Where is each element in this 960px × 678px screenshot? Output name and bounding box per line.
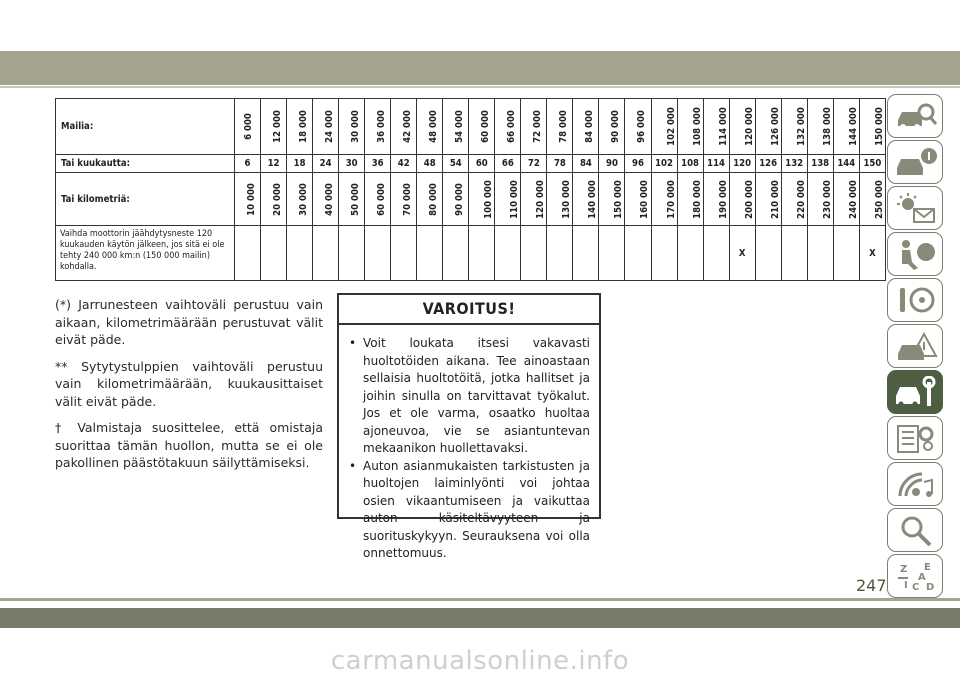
svg-text:C: C [912, 582, 920, 593]
multimedia-icon [894, 468, 938, 502]
miles-value: 78 000 [558, 110, 570, 143]
service-mark-cell [261, 226, 287, 281]
km-value: 120 000 [535, 179, 547, 219]
km-label: Tai kilometriä: [56, 173, 235, 226]
km-cell [339, 173, 365, 226]
miles-cell [781, 99, 807, 155]
miles-value: 42 000 [402, 110, 414, 143]
months-value: 144 [837, 158, 856, 169]
header-band [0, 51, 960, 85]
service-mark-cell: X [729, 226, 755, 281]
miles-cell [469, 99, 495, 155]
service-mark-cell [625, 226, 651, 281]
service-description: Vaihda moottorin jäähdytysneste 120 kuukauden käytön jälkeen, jos sitä ei ole tehty 240 000 km:n (150 000 mailin) kohdalla. [56, 226, 235, 281]
months-value: 96 [632, 158, 644, 169]
months-cell [469, 155, 495, 173]
service-mark-cell [391, 226, 417, 281]
miles-cell [833, 99, 859, 155]
miles-value: 120 000 [743, 107, 755, 146]
miles-value: 84 000 [584, 110, 596, 143]
months-value: 108 [681, 158, 699, 169]
km-value: 190 000 [717, 179, 729, 219]
miles-cell [287, 99, 313, 155]
km-value: 170 000 [665, 179, 677, 219]
specifications-icon [894, 422, 938, 456]
miles-value: 30 000 [349, 110, 361, 143]
months-cell [625, 155, 651, 173]
months-value: 12 [267, 158, 280, 169]
miles-value: 108 000 [691, 107, 703, 146]
footer-band [0, 608, 960, 628]
months-value: 60 [475, 158, 488, 169]
months-cell [677, 155, 703, 173]
miles-value: 102 000 [665, 107, 677, 146]
km-value: 50 000 [349, 182, 361, 216]
miles-cell [495, 99, 521, 155]
miles-label: Mailia: [56, 99, 235, 155]
svg-text:Z: Z [900, 564, 908, 575]
miles-value: 36 000 [376, 110, 388, 143]
miles-cell [339, 99, 365, 155]
car-breakdown-icon [894, 330, 938, 364]
miles-cell [391, 99, 417, 155]
km-value: 40 000 [323, 182, 335, 216]
km-value: 200 000 [743, 179, 755, 219]
tab-maintenance[interactable] [887, 370, 943, 414]
miles-cell [729, 99, 755, 155]
km-value: 210 000 [769, 179, 781, 219]
miles-value: 132 000 [795, 107, 807, 146]
tab-index[interactable] [887, 554, 943, 598]
months-cell [521, 155, 547, 173]
months-cell [235, 155, 261, 173]
miles-value: 96 000 [636, 110, 648, 143]
page-number: 247 [856, 576, 887, 595]
months-value: 150 [863, 158, 882, 169]
miles-cell [261, 99, 287, 155]
km-cell [313, 173, 339, 226]
months-cell [365, 155, 391, 173]
watermark: carmanualsonline.info [330, 646, 630, 676]
miles-cell [859, 99, 885, 155]
miles-value: 12 000 [271, 110, 283, 143]
header-line [0, 86, 960, 88]
miles-cell [365, 99, 391, 155]
miles-value: 66 000 [506, 110, 518, 143]
service-mark-cell [703, 226, 729, 281]
km-cell [235, 173, 261, 226]
months-value: 6 [244, 158, 251, 169]
miles-value: 90 000 [610, 110, 622, 143]
miles-cell [443, 99, 469, 155]
service-mark-cell [781, 226, 807, 281]
km-value: 20 000 [271, 182, 283, 216]
km-value: 150 000 [613, 179, 625, 219]
tab-specifications[interactable] [887, 416, 943, 460]
months-cell [417, 155, 443, 173]
months-cell [547, 155, 573, 173]
months-value: 102 [655, 158, 673, 169]
miles-row [56, 99, 886, 155]
km-cell [807, 173, 833, 226]
months-cell [313, 155, 339, 173]
tab-steering[interactable] [887, 278, 943, 322]
miles-value: 144 000 [847, 107, 859, 146]
months-cell [651, 155, 677, 173]
months-value: 84 [579, 158, 592, 169]
km-cell [651, 173, 677, 226]
footnote-optional-service: † Valmistaja suosittelee, että omistaja suorittaa tämän huollon, mutta se ei ole pakollinen päästötakuun säilyttämiseksi. [55, 420, 323, 470]
km-cell [703, 173, 729, 226]
miles-value: 6 000 [242, 113, 254, 140]
miles-value: 138 000 [821, 107, 833, 146]
km-cell [833, 173, 859, 226]
months-cell [833, 155, 859, 173]
service-mark-cell [547, 226, 573, 281]
miles-value: 150 000 [873, 107, 885, 146]
km-value: 80 000 [428, 182, 440, 216]
miles-value: 60 000 [480, 110, 492, 143]
months-value: 72 [527, 158, 540, 169]
months-value: 18 [293, 158, 306, 169]
km-cell [625, 173, 651, 226]
tab-warning-lights[interactable] [887, 186, 943, 230]
miles-cell [417, 99, 443, 155]
warning-item: • Auton asianmukaisten tarkistusten ja huoltojen laiminlyönti voi johtaa osien vikaantumiseen ja vaikuttaa auton käsiteltävyyteen ja suorituskykyyn. Seurauksena voi olla onnettomuus. [349, 458, 590, 563]
service-mark-cell [599, 226, 625, 281]
service-mark-cell [235, 226, 261, 281]
service-mark-cell [651, 226, 677, 281]
service-mark-cell [313, 226, 339, 281]
maintenance-table [55, 98, 886, 281]
months-cell [495, 155, 521, 173]
km-cell [599, 173, 625, 226]
km-value: 60 000 [376, 182, 388, 216]
months-value: 36 [371, 158, 384, 169]
km-cell [729, 173, 755, 226]
months-value: 54 [449, 158, 462, 169]
miles-cell [235, 99, 261, 155]
months-value: 78 [553, 158, 566, 169]
car-info-icon [894, 146, 938, 180]
km-row [56, 173, 886, 226]
months-value: 90 [606, 158, 618, 169]
km-cell [781, 173, 807, 226]
miles-cell [651, 99, 677, 155]
months-value: 66 [501, 158, 514, 169]
months-cell [391, 155, 417, 173]
miles-cell [521, 99, 547, 155]
months-value: 48 [423, 158, 436, 169]
months-cell [755, 155, 781, 173]
months-cell [573, 155, 599, 173]
warning-title: VAROITUS! [339, 295, 599, 325]
months-row [56, 155, 886, 173]
months-cell [261, 155, 287, 173]
miles-cell [313, 99, 339, 155]
km-value: 240 000 [847, 179, 859, 219]
km-cell [495, 173, 521, 226]
service-mark-cell [417, 226, 443, 281]
km-value: 10 000 [245, 182, 257, 216]
km-value: 160 000 [639, 179, 651, 219]
months-value: 42 [397, 158, 410, 169]
months-cell [599, 155, 625, 173]
months-value: 120 [733, 158, 752, 169]
index-icon [894, 560, 938, 594]
service-mark-cell [833, 226, 859, 281]
km-cell [755, 173, 781, 226]
miles-cell [677, 99, 703, 155]
km-value: 250 000 [873, 179, 885, 219]
months-value: 138 [811, 158, 830, 169]
tab-breakdown[interactable] [887, 324, 943, 368]
miles-value: 114 000 [717, 107, 729, 146]
service-mark-cell [287, 226, 313, 281]
service-mark-cell [677, 226, 703, 281]
months-value: 30 [345, 158, 358, 169]
months-label: Tai kuukautta: [56, 155, 235, 173]
service-mark-cell [339, 226, 365, 281]
tab-airbag[interactable] [887, 232, 943, 276]
warning-item: • Voit loukata itsesi vakavasti huoltotöiden aikana. Tee ainoastaan sellaisia huoltotöitä, jotka hallitset ja joihin sinulla on tarvittavat työkalut. Jos et ole varma, osaatko huoltaa ajoneuvoa, vie se asiantuntevan mekaanikon huollettavaksi. [349, 335, 590, 458]
months-value: 24 [319, 158, 332, 169]
miles-value: 54 000 [454, 110, 466, 143]
warning-lights-icon [894, 192, 938, 226]
km-value: 180 000 [691, 179, 703, 219]
service-mark-cell: X [859, 226, 885, 281]
km-cell [573, 173, 599, 226]
km-cell [287, 173, 313, 226]
service-mark-cell [469, 226, 495, 281]
tab-search[interactable] [887, 508, 943, 552]
months-cell [703, 155, 729, 173]
service-mark-cell [807, 226, 833, 281]
km-value: 140 000 [587, 179, 599, 219]
footer-line [0, 598, 960, 601]
service-mark-cell [755, 226, 781, 281]
miles-cell [703, 99, 729, 155]
svg-text:D: D [926, 582, 935, 593]
km-cell [521, 173, 547, 226]
months-value: 132 [785, 158, 804, 169]
months-cell [859, 155, 885, 173]
miles-value: 24 000 [323, 110, 335, 143]
months-value: 126 [759, 158, 778, 169]
km-cell [391, 173, 417, 226]
miles-value: 72 000 [532, 110, 544, 143]
months-cell [443, 155, 469, 173]
svg-text:A: A [918, 572, 926, 583]
km-cell [547, 173, 573, 226]
service-mark-cell [443, 226, 469, 281]
km-cell [261, 173, 287, 226]
tab-multimedia[interactable] [887, 462, 943, 506]
miles-value: 126 000 [769, 107, 781, 146]
km-cell [469, 173, 495, 226]
footnotes [55, 296, 323, 481]
km-value: 70 000 [402, 182, 414, 216]
service-mark-cell [521, 226, 547, 281]
km-value: 90 000 [454, 182, 466, 216]
airbag-icon [894, 238, 938, 272]
months-cell [339, 155, 365, 173]
service-row [56, 226, 886, 281]
search-icon [894, 514, 938, 548]
km-value: 230 000 [821, 179, 833, 219]
km-value: 100 000 [483, 179, 495, 219]
km-cell [859, 173, 885, 226]
months-cell [287, 155, 313, 173]
service-mark-cell [365, 226, 391, 281]
svg-text:E: E [924, 562, 931, 573]
km-cell [417, 173, 443, 226]
km-value: 220 000 [795, 179, 807, 219]
miles-cell [807, 99, 833, 155]
km-value: 30 000 [297, 182, 309, 216]
months-cell [729, 155, 755, 173]
miles-cell [625, 99, 651, 155]
miles-cell [599, 99, 625, 155]
miles-value: 18 000 [297, 110, 309, 143]
months-cell [807, 155, 833, 173]
miles-cell [547, 99, 573, 155]
service-mark-cell [573, 226, 599, 281]
car-search-icon [894, 100, 938, 134]
steering-wheel-icon [894, 284, 938, 318]
km-cell [365, 173, 391, 226]
months-cell [781, 155, 807, 173]
service-mark-cell [495, 226, 521, 281]
miles-cell [573, 99, 599, 155]
svg-text:I: I [904, 580, 908, 591]
km-cell [677, 173, 703, 226]
km-value: 110 000 [509, 179, 521, 219]
warning-list [339, 335, 599, 563]
km-value: 130 000 [561, 179, 573, 219]
footnote-spark-plugs: ** Sytytystulppien vaihtoväli perustuu vain kilometrimäärään, kuukausittaiset välit eivät päde. [55, 358, 323, 409]
tab-car-info[interactable] [887, 140, 943, 184]
tab-car-search[interactable] [887, 94, 943, 138]
miles-value: 48 000 [428, 110, 440, 143]
months-value: 114 [707, 158, 725, 169]
warning-box [337, 293, 601, 560]
car-tools-icon [894, 376, 938, 410]
footnote-brake-fluid: (*) Jarrunesteen vaihtoväli perustuu vain aikaan, kilometrimäärään perustuvat välit eivät päde. [55, 297, 323, 347]
miles-cell [755, 99, 781, 155]
km-cell [443, 173, 469, 226]
